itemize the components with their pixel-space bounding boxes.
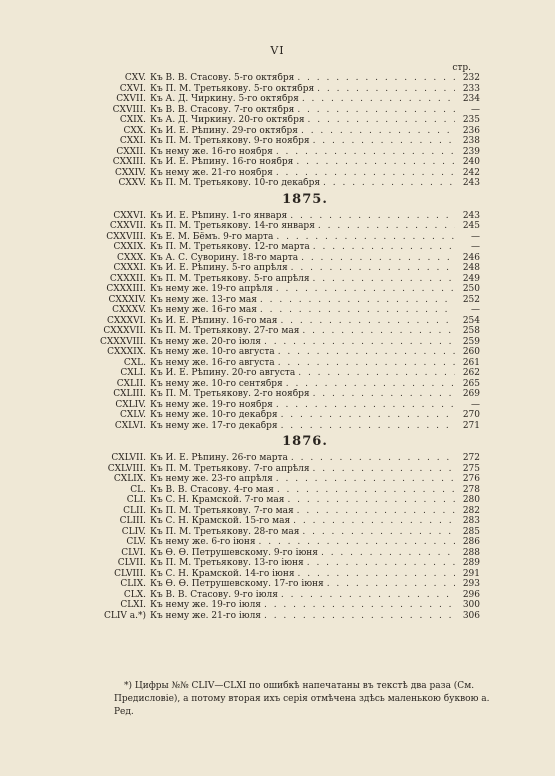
- dot-leader: [281, 421, 455, 432]
- page-number: VI: [270, 44, 285, 57]
- entry-number: CLIII.: [119, 516, 146, 526]
- dot-leader: [301, 253, 455, 264]
- entry-page: —: [471, 231, 480, 242]
- toc-entry: [100, 126, 480, 137]
- entry-number: CXLIV.: [115, 399, 146, 410]
- entry-title: Къ И. Е. Рѣпину. 5-го апрѣля: [150, 263, 288, 273]
- toc-entry: [100, 94, 480, 105]
- dot-leader: [286, 379, 455, 390]
- entry-page: 278: [462, 484, 480, 495]
- entry-number: CXLIII.: [113, 389, 146, 399]
- toc-entry: [100, 368, 480, 379]
- entry-number: CXXVI.: [113, 210, 146, 221]
- toc-entry: [100, 73, 480, 84]
- entry-number: CXV.: [124, 73, 146, 83]
- toc-entry: [100, 389, 480, 400]
- toc-entry: [100, 295, 480, 306]
- toc-entry: [100, 105, 480, 116]
- dot-leader: [297, 105, 455, 116]
- entry-title: Къ А. Д. Чиркину. 5-го октября: [150, 94, 299, 104]
- entry-number: CLI.: [126, 495, 146, 505]
- entry-page: 286: [462, 537, 480, 547]
- dot-leader: [280, 316, 455, 327]
- entry-title: Къ И. Е. Рѣпину. 16-го ноября: [150, 157, 294, 167]
- toc-entry: [100, 136, 480, 147]
- entry-title: Къ нему же. 23-го апрѣля: [150, 474, 273, 484]
- entry-title: Къ В. В. Стасову. 5-го октября: [150, 73, 295, 83]
- dot-leader: [259, 537, 455, 548]
- entry-page: 291: [462, 568, 480, 579]
- toc-entry: [100, 242, 480, 253]
- entry-number: CLXI.: [120, 600, 146, 610]
- entry-number: CXXXI.: [113, 263, 146, 273]
- entry-number: CLIX.: [120, 579, 146, 589]
- entry-page: 243: [462, 210, 480, 221]
- entry-number: CXXXII.: [109, 273, 146, 284]
- entry-number: CLIV.: [121, 526, 146, 537]
- entry-number: CXVII.: [116, 94, 146, 104]
- entry-number: CLII.: [123, 505, 146, 516]
- entry-title: Къ А. С. Суворину. 18-го марта: [150, 252, 299, 263]
- dot-leader: [276, 147, 455, 158]
- entry-number: CXXXVI.: [106, 315, 146, 326]
- entry-number: CXXXVII.: [103, 326, 146, 336]
- entry-page: 285: [462, 526, 480, 537]
- entry-page: 259: [462, 336, 480, 347]
- entry-number: CXX.: [123, 125, 146, 136]
- entry-number: CXL.: [123, 357, 146, 368]
- dot-leader: [276, 474, 455, 485]
- entry-page: 258: [462, 326, 480, 336]
- dot-leader: [296, 157, 455, 168]
- dot-leader: [323, 178, 455, 189]
- dot-leader: [293, 516, 455, 527]
- entry-number: CXLVIII.: [107, 463, 146, 474]
- dot-leader: [291, 263, 455, 274]
- toc-entry: [100, 157, 480, 168]
- dot-leader: [317, 84, 455, 95]
- entry-page: 252: [462, 294, 480, 305]
- entry-page: 262: [462, 368, 480, 378]
- dot-leader: [313, 274, 455, 285]
- toc-entry: [100, 253, 480, 264]
- entry-number: CXLV.: [120, 410, 146, 420]
- toc-entry: [100, 537, 480, 548]
- entry-title: Къ П. М. Третьякову. 28-го мая: [150, 526, 300, 537]
- entry-title: Къ Ѳ. Ѳ. Петрушевскому. 17-го іюня: [150, 579, 324, 589]
- footnote: *) Цифры №№ CLIV—CLXI по ошибкѣ напечатаны въ текстѣ два раза (См. Предисловіе), а потому вторая ихъ серія отмѣчена здѣсь маленькою буквою а. Ред.: [114, 681, 490, 717]
- entry-page: 296: [462, 589, 480, 600]
- toc-entry: [100, 379, 480, 390]
- entry-number: CXXX.: [117, 252, 146, 263]
- dot-leader: [313, 389, 455, 400]
- entry-number: CLVIII.: [114, 568, 146, 579]
- entry-number: CXXXV.: [112, 305, 146, 315]
- entry-title: Къ Е. М. Бёмъ. 9-го марта: [150, 231, 274, 242]
- entry-number: CLVI.: [121, 547, 146, 558]
- entry-number: CXXIV.: [114, 167, 146, 178]
- entry-page: 243: [462, 178, 480, 188]
- page-column-header: стр.: [452, 63, 471, 73]
- entry-page: 276: [462, 474, 480, 484]
- toc-entry: [100, 221, 480, 232]
- dot-leader: [278, 347, 455, 358]
- toc-entry: [100, 263, 480, 274]
- toc-entry: [100, 527, 480, 538]
- entry-page: 242: [462, 167, 480, 178]
- entry-page: 289: [462, 558, 480, 568]
- entry-page: 234: [462, 94, 480, 104]
- entry-page: 250: [462, 284, 480, 294]
- entry-title: Къ С. Н. Крамской. 15-го мая: [150, 516, 291, 526]
- entry-title: Къ И. Е. Рѣпину. 1-го января: [150, 210, 288, 221]
- entry-number: CXVI.: [119, 83, 146, 94]
- dot-leader: [302, 527, 455, 538]
- entry-page: 248: [462, 263, 480, 273]
- year-heading: 1876.: [282, 434, 328, 449]
- entry-page: 232: [462, 73, 480, 83]
- toc-entry: [100, 600, 480, 611]
- entry-number: CXXXIII.: [106, 284, 146, 294]
- dot-leader: [297, 506, 455, 517]
- entry-number: CXLVII.: [111, 453, 146, 463]
- entry-page: 235: [462, 115, 480, 125]
- entry-title: Къ И. Е. Рѣпину. 26-го марта: [150, 453, 288, 463]
- entry-number: CXLVI.: [114, 420, 146, 431]
- entry-page: 270: [462, 410, 480, 420]
- toc-entry: [100, 464, 480, 475]
- entry-number: CXXVIII.: [106, 231, 146, 242]
- entry-page: 249: [462, 273, 480, 284]
- entry-title: Къ нему же. 16-го мая: [150, 305, 257, 315]
- entry-number: CXLIX.: [113, 474, 146, 484]
- toc-entry: [100, 474, 480, 485]
- toc-entry: [100, 84, 480, 95]
- toc-entry: [100, 168, 480, 179]
- entry-title: Къ П. М. Третьякову. 10-го декабря: [150, 178, 321, 188]
- toc-entry: [100, 495, 480, 506]
- dot-leader: [290, 211, 455, 222]
- entry-number: CXLI.: [120, 368, 146, 378]
- dot-leader: [287, 495, 455, 506]
- entry-page: 280: [462, 495, 480, 505]
- entry-page: 283: [462, 516, 480, 526]
- toc-entry: [100, 178, 480, 189]
- dot-leader: [260, 305, 455, 316]
- entry-number: CXXXVIII.: [100, 336, 147, 347]
- toc-entry: [100, 305, 480, 316]
- entry-title: Къ нему же. 10-го сентября: [150, 378, 283, 389]
- entry-title: Къ нему же. 16-го ноября: [150, 146, 273, 157]
- entry-page: 288: [462, 547, 480, 558]
- entry-page: 260: [462, 347, 480, 357]
- dot-leader: [264, 611, 455, 622]
- entry-title: Къ Ѳ. Ѳ. Петрушевскому. 9-го іюня: [150, 547, 318, 558]
- toc-entry: [100, 558, 480, 569]
- toc-entry: [100, 506, 480, 517]
- dot-leader: [276, 168, 455, 179]
- dot-leader: [302, 326, 455, 337]
- dot-leader: [318, 221, 455, 232]
- entry-title: Къ нему же. 10-го декабря: [150, 410, 278, 420]
- toc-entry: [100, 337, 480, 348]
- entry-title: Къ нему же. 19-го апрѣля: [150, 284, 273, 294]
- toc-entry: [100, 358, 480, 369]
- entry-number: CXXI.: [119, 136, 146, 146]
- entry-number: CXXXIX.: [107, 347, 146, 357]
- entry-page: 233: [462, 83, 480, 94]
- entry-title: Къ нему же. 13-го мая: [150, 294, 257, 305]
- entry-page: 269: [462, 389, 480, 399]
- entry-title: Къ нему же. 20-го іюля: [150, 336, 261, 347]
- dot-leader: [301, 126, 455, 137]
- toc-entry: [100, 410, 480, 421]
- dot-leader: [307, 558, 455, 569]
- entry-title: Къ П. М. Третьякову. 12-го марта: [150, 242, 310, 252]
- entry-page: 261: [462, 357, 480, 368]
- entry-title: Къ В. В. Стасову. 4-го мая: [150, 484, 274, 495]
- entry-page: 238: [462, 136, 480, 146]
- toc-entry: [100, 569, 480, 580]
- entry-number: CLVII.: [117, 558, 146, 568]
- entry-page: 239: [462, 146, 480, 157]
- entry-number: CLX.: [123, 589, 146, 600]
- dot-leader: [276, 284, 455, 295]
- entry-title: Къ нему же. 10-го августа: [150, 347, 275, 357]
- dot-leader: [260, 295, 455, 306]
- entry-title: Къ А. Д. Чиркину. 20-го октября: [150, 115, 305, 125]
- entry-title: Къ нему же. 19-го іюля: [150, 600, 261, 610]
- dot-leader: [313, 464, 455, 475]
- entry-page: 245: [462, 221, 480, 231]
- dot-leader: [281, 410, 455, 421]
- dot-leader: [276, 232, 455, 243]
- entry-page: —: [471, 104, 480, 115]
- toc-entry: [100, 590, 480, 601]
- dot-leader: [321, 548, 455, 559]
- entry-page: 306: [462, 610, 480, 621]
- entry-page: 275: [462, 463, 480, 474]
- entry-title: Къ И. Е. Рѣпину. 29-го октября: [150, 125, 298, 136]
- entry-number: CLIV a.*): [103, 610, 146, 621]
- entry-title: Къ В. В. Стасову. 7-го октября: [150, 104, 295, 115]
- entry-page: —: [471, 399, 480, 410]
- entry-title: Къ С. Н. Крамской. 7-го мая: [150, 495, 285, 505]
- entry-page: 236: [462, 125, 480, 136]
- entry-number: CXLII.: [116, 378, 146, 389]
- entry-number: CXXXIV.: [108, 294, 146, 305]
- dot-leader: [276, 400, 455, 411]
- dot-leader: [291, 453, 455, 464]
- toc-entry: [100, 453, 480, 464]
- entry-title: Къ И. Е. Рѣпину. 20-го августа: [150, 368, 296, 378]
- entry-title: Къ П. М. Третьякову. 13-го іюня: [150, 558, 304, 568]
- entry-title: Къ И. Е. Рѣпину. 16-го мая: [150, 315, 278, 326]
- dot-leader: [302, 94, 455, 105]
- entry-page: 272: [462, 453, 480, 463]
- entry-title: Къ П. М. Третьякову. 27-го мая: [150, 326, 300, 336]
- entry-title: Къ нему же. 19-го ноября: [150, 399, 273, 410]
- entry-title: Къ нему же. 21-го ноября: [150, 167, 273, 178]
- toc-entry: [100, 485, 480, 496]
- entry-number: CXIX.: [119, 115, 146, 125]
- entry-title: Къ П. М. Третьякову. 14-го января: [150, 221, 315, 231]
- entry-number: CXXVII.: [109, 221, 146, 231]
- entry-title: Къ нему же. 6-го іюня: [150, 537, 256, 547]
- entry-page: 246: [462, 252, 480, 263]
- toc-entry: [100, 147, 480, 158]
- year-heading: 1875.: [282, 191, 328, 207]
- entry-page: 240: [462, 157, 480, 167]
- dot-leader: [281, 590, 455, 601]
- toc-entry: [100, 316, 480, 327]
- dot-leader: [313, 242, 455, 253]
- dot-leader: [297, 73, 455, 84]
- entry-page: 265: [462, 378, 480, 389]
- entry-title: Къ П. М. Третьякову. 5-го апрѣля: [150, 273, 310, 284]
- toc-entry: [100, 400, 480, 411]
- entry-page: —: [471, 305, 480, 315]
- entry-title: Къ В. В. Стасову. 9-го іюля: [150, 589, 278, 600]
- toc-entry: [100, 284, 480, 295]
- entry-number: CL.: [130, 484, 146, 495]
- entry-title: Къ нему же. 16-го августа: [150, 357, 275, 368]
- entry-page: 282: [462, 505, 480, 516]
- table-of-contents: [100, 73, 480, 621]
- dot-leader: [278, 358, 455, 369]
- entry-title: Къ С. Н. Крамской. 14-го іюня: [150, 568, 295, 579]
- entry-title: Къ П. М. Третьякову. 5-го октября: [150, 83, 315, 94]
- entry-title: Къ нему же. 17-го декабря: [150, 420, 278, 431]
- entry-title: Къ П. М. Третьякову. 7-го мая: [150, 505, 294, 516]
- toc-entry: [100, 115, 480, 126]
- entry-number: CXVIII.: [112, 104, 146, 115]
- toc-entry: [100, 326, 480, 337]
- toc-entry: [100, 232, 480, 243]
- dot-leader: [298, 368, 455, 379]
- entry-page: 300: [462, 600, 480, 610]
- toc-entry: [100, 548, 480, 559]
- toc-entry: [100, 274, 480, 285]
- dot-leader: [264, 600, 455, 611]
- dot-leader: [308, 115, 455, 126]
- entry-number: CXXII.: [116, 146, 146, 157]
- entry-title: Къ П. М. Третьякову. 2-го ноября: [150, 389, 310, 399]
- toc-entry: [100, 347, 480, 358]
- toc-entry: [100, 611, 480, 622]
- toc-entry: [100, 579, 480, 590]
- entry-number: CXXV.: [118, 178, 146, 188]
- entry-page: 254: [462, 315, 480, 326]
- toc-entry: [100, 421, 480, 432]
- toc-entry: [100, 211, 480, 222]
- entry-number: CXXIII.: [112, 157, 146, 167]
- toc-entry: [100, 516, 480, 527]
- entry-number: CLV.: [126, 537, 146, 547]
- dot-leader: [277, 485, 455, 496]
- dot-leader: [313, 136, 455, 147]
- entry-title: Къ нему же. 21-го іюля: [150, 610, 261, 621]
- dot-leader: [298, 569, 455, 580]
- entry-title: Къ П. М. Третьякову. 7-го апрѣля: [150, 463, 310, 474]
- entry-page: 293: [462, 579, 480, 589]
- entry-title: Къ П. М. Третьякову. 9-го ноября: [150, 136, 310, 146]
- dot-leader: [264, 337, 455, 348]
- entry-number: CXXIX.: [113, 242, 146, 252]
- dot-leader: [327, 579, 455, 590]
- entry-page: —: [471, 242, 480, 252]
- entry-page: 271: [462, 420, 480, 431]
